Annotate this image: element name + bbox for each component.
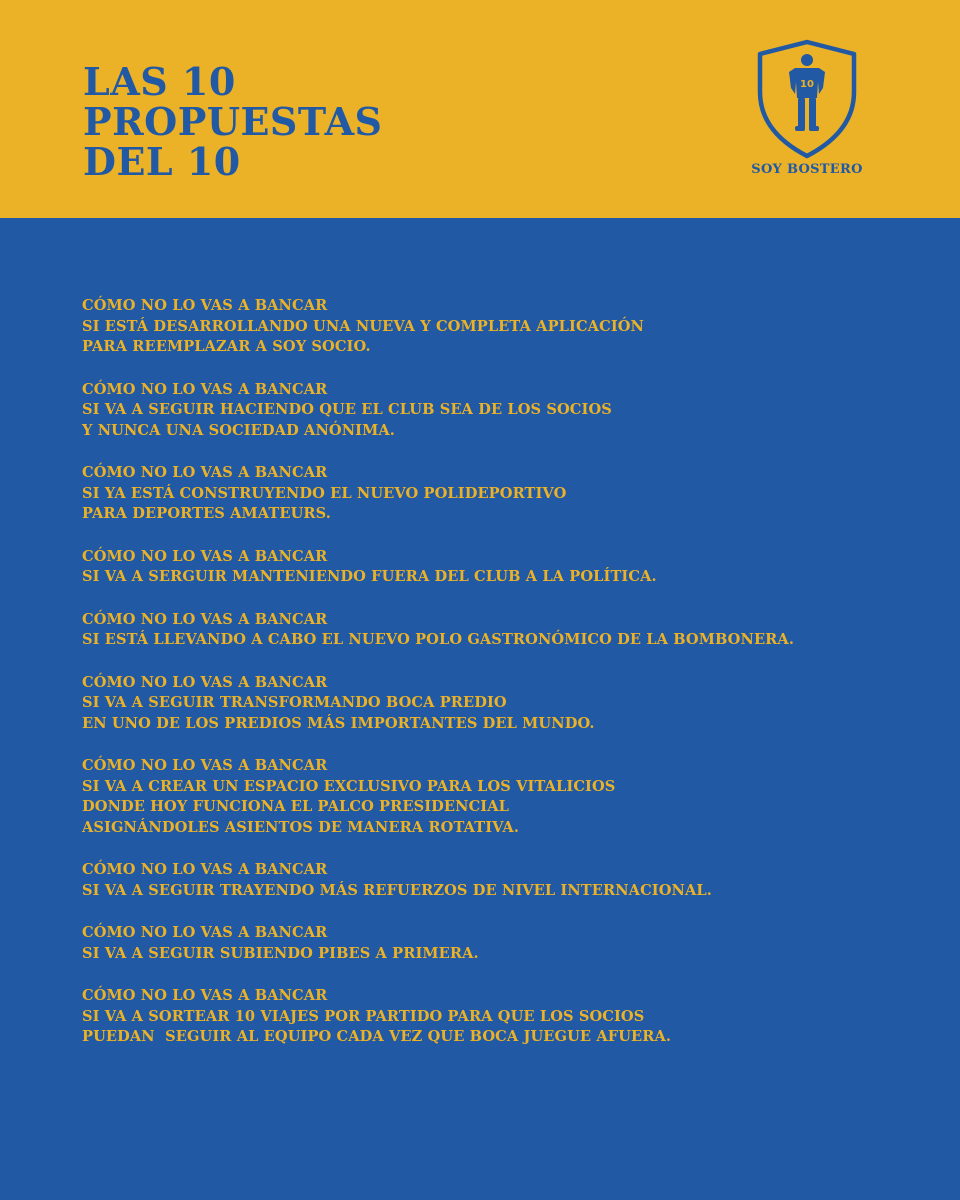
page-title	[83, 59, 383, 184]
jersey-number: 10	[800, 79, 814, 90]
proposal-item	[82, 610, 942, 651]
proposal-text-line: PARA DEPORTES AMATEURS.	[82, 505, 331, 522]
proposal-text-line: SI VA A SEGUIR TRAYENDO MÁS REFUERZOS DE NIVEL INTERNACIONAL.	[82, 881, 712, 899]
proposal-item	[82, 986, 942, 1048]
proposal-text-line: PUEDAN SEGUIR AL EQUIPO CADA VEZ QUE BOCA JUEGUE AFUERA.	[82, 1028, 672, 1045]
proposals-list	[82, 296, 942, 1070]
proposal-heading: CÓMO NO LO VAS A BANCAR	[82, 673, 328, 691]
proposal-text-line: Y NUNCA UNA SOCIEDAD ANÓNIMA.	[82, 421, 395, 439]
proposal-heading: CÓMO NO LO VAS A BANCAR	[82, 610, 328, 628]
proposal-text-line: SI VA A SORTEAR 10 VIAJES POR PARTIDO PARA QUE LOS SOCIOS	[82, 1007, 645, 1025]
shield-player-icon	[754, 38, 860, 160]
soy-bostero-logo	[748, 38, 866, 188]
proposal-text-line: SI ESTÁ LLEVANDO A CABO EL NUEVO POLO GASTRONÓMICO DE LA BOMBONERA.	[82, 631, 794, 648]
title-line: PROPUESTAS	[83, 99, 383, 144]
proposal-heading: CÓMO NO LO VAS A BANCAR	[82, 380, 328, 398]
proposal-heading: CÓMO NO LO VAS A BANCAR	[82, 987, 328, 1004]
proposal-item	[82, 380, 942, 442]
proposal-heading: CÓMO NO LO VAS A BANCAR	[82, 464, 328, 481]
header-band	[0, 0, 960, 218]
proposal-heading: CÓMO NO LO VAS A BANCAR	[82, 757, 328, 774]
proposal-text-line: SI VA A SERGUIR MANTENIENDO FUERA DEL CLUB A LA POLÍTICA.	[82, 568, 657, 585]
proposal-text-line: PARA REEMPLAZAR A SOY SOCIO.	[82, 338, 371, 355]
proposal-text-line: SI VA A CREAR UN ESPACIO EXCLUSIVO PARA LOS VITALICIOS	[82, 777, 616, 795]
proposal-item	[82, 923, 942, 964]
proposal-text-line: SI YA ESTÁ CONSTRUYENDO EL NUEVO POLIDEPORTIVO	[82, 484, 567, 502]
proposal-heading: CÓMO NO LO VAS A BANCAR	[82, 297, 328, 314]
proposal-text-line: SI VA A SEGUIR TRANSFORMANDO BOCA PREDIO	[82, 694, 507, 711]
proposal-item	[82, 673, 942, 735]
proposal-text-line: SI VA A SEGUIR SUBIENDO PIBES A PRIMERA.	[82, 944, 479, 962]
title-line: DEL 10	[83, 139, 241, 184]
proposal-item	[82, 860, 942, 901]
title-line: LAS 10	[83, 59, 236, 104]
proposal-text-line: SI VA A SEGUIR HACIENDO QUE EL CLUB SEA DE LOS SOCIOS	[82, 401, 612, 418]
proposal-item	[82, 296, 942, 358]
proposal-text-line: ASIGNÁNDOLES ASIENTOS DE MANERA ROTATIVA.	[82, 818, 520, 836]
proposal-heading: CÓMO NO LO VAS A BANCAR	[82, 547, 328, 565]
proposal-heading: CÓMO NO LO VAS A BANCAR	[82, 861, 328, 878]
proposal-heading: CÓMO NO LO VAS A BANCAR	[82, 924, 328, 941]
proposal-item	[82, 463, 942, 525]
logo-text: SOY BOSTERO	[751, 162, 863, 177]
proposal-item	[82, 756, 942, 838]
proposal-item	[82, 547, 942, 588]
proposal-text-line: EN UNO DE LOS PREDIOS MÁS IMPORTANTES DEL MUNDO.	[82, 714, 595, 732]
proposal-text-line: SI ESTÁ DESARROLLANDO UNA NUEVA Y COMPLETA APLICACIÓN	[82, 317, 644, 335]
proposal-text-line: DONDE HOY FUNCIONA EL PALCO PRESIDENCIAL	[82, 798, 509, 815]
